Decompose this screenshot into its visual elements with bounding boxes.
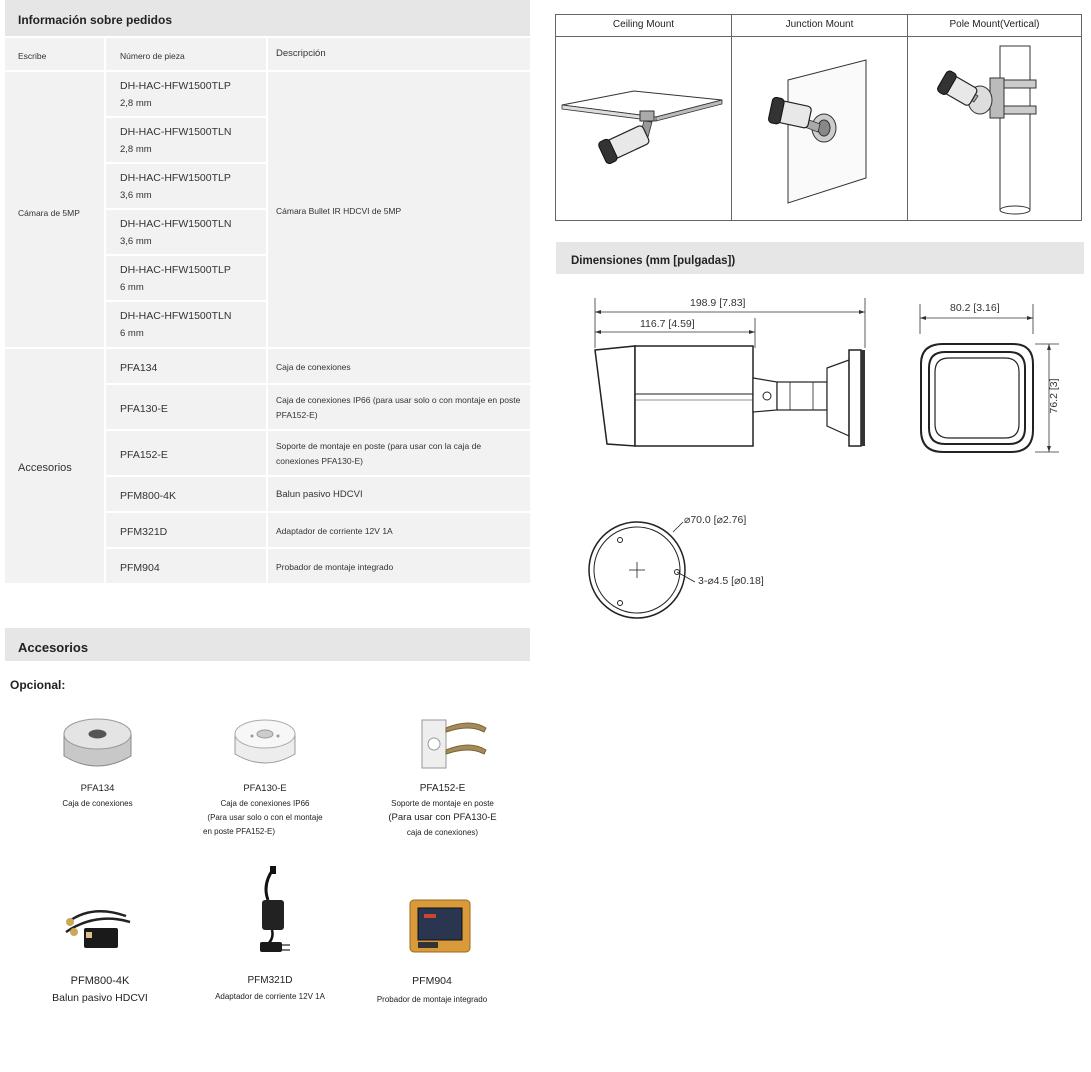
col-header-desc: Descripción <box>268 38 530 70</box>
accessory-line: caja de conexiones) <box>406 828 479 837</box>
accessory-name: PFM904 <box>412 975 452 987</box>
camera-part-row: DH-HAC-HFW1500TLN 2,8 mm <box>106 118 266 162</box>
mount-header-ceiling: Ceiling Mount <box>556 15 731 37</box>
camera-type-cell: Cámara de 5MP <box>5 72 104 347</box>
ordering-title: Información sobre pedidos <box>18 13 173 27</box>
accessory-name: PFM800-4K <box>70 975 130 987</box>
camera-part-row: DH-HAC-HFW1500TLN 3,6 mm <box>106 210 266 254</box>
accessory-part-cell: PFM321D <box>106 513 266 547</box>
accessory-desc-cell: Soporte de montaje en poste (para usar con la caja de conexiones PFA130-E) <box>268 431 530 475</box>
accessory-line: (Para usar solo o con el montaje <box>207 813 323 822</box>
pole-mount-illustration <box>908 38 1081 220</box>
accessory-line: Adaptador de corriente 12V 1A <box>215 992 325 1001</box>
pfa152e-pole-mount-image <box>414 714 490 772</box>
accessory-line: Probador de montaje integrado <box>376 995 488 1004</box>
accessory-part-cell: PFM800-4K <box>106 477 266 511</box>
accessory-desc-cell: Caja de conexiones IP66 (para usar solo o con montaje en poste PFA152-E) <box>268 385 530 429</box>
dim-total-length: 198.9 [7.83] <box>690 297 746 309</box>
accessory-line: Caja de conexiones IP66 <box>220 799 310 808</box>
accessories-title: Accesorios <box>18 640 89 655</box>
dimensions-title: Dimensiones (mm [pulgadas]) <box>571 255 736 267</box>
accessory-part-cell: PFA152-E <box>106 431 266 475</box>
accessory-pfa152e <box>370 783 515 837</box>
col-header-type: Escribe <box>5 38 104 70</box>
side-view-drawing <box>585 290 885 455</box>
camera-part-row: DH-HAC-HFW1500TLN 6 mm <box>106 302 266 347</box>
accessory-line: (Para usar con PFA130-E <box>388 812 497 823</box>
pfa130e-junction-box-image <box>232 714 298 772</box>
camera-part-row: DH-HAC-HFW1500TLP 3,6 mm <box>106 164 266 208</box>
accessory-pfa134 <box>40 783 155 808</box>
pfm800-balun-image <box>62 902 137 952</box>
accessory-pfm904 <box>362 975 502 1004</box>
accessory-line: Caja de conexiones <box>62 799 133 808</box>
accessory-pfm321d <box>195 975 345 1001</box>
ordering-header <box>5 0 530 36</box>
accessory-line: en poste PFA152-E) <box>203 827 276 836</box>
mount-header-junction: Junction Mount <box>732 15 907 37</box>
accessory-name: PFM321D <box>247 975 293 986</box>
accessory-desc-cell: Caja de conexiones <box>268 349 530 383</box>
col-header-part: Número de pieza <box>106 38 266 70</box>
dimensions-header <box>556 242 1084 274</box>
accessory-desc-cell: Adaptador de corriente 12V 1A <box>268 513 530 547</box>
accessory-part-cell: PFM904 <box>106 549 266 583</box>
accessories-type-cell: Accesorios <box>5 349 104 583</box>
dim-front-width: 80.2 [3.16] <box>950 302 1000 314</box>
ceiling-mount-illustration <box>556 38 731 220</box>
accessory-name: PFA134 <box>80 783 115 794</box>
pfa134-junction-box-image <box>60 712 135 774</box>
accessory-pfm800 <box>30 975 170 1004</box>
pfm904-tester-image <box>408 898 472 954</box>
dim-base-diameter: ⌀70.0 [⌀2.76] <box>684 514 747 526</box>
dim-front-height: 76.2 [3] <box>1048 378 1060 414</box>
mount-header-pole: Pole Mount(Vertical) <box>908 15 1081 37</box>
dim-holes: 3-⌀4.5 [⌀0.18] <box>698 575 764 587</box>
accessory-part-cell: PFA134 <box>106 349 266 383</box>
mounts-table <box>555 14 1082 221</box>
accessories-header <box>5 628 530 661</box>
camera-part-row: DH-HAC-HFW1500TLP 6 mm <box>106 256 266 300</box>
optional-label: Opcional: <box>10 678 66 692</box>
camera-desc-cell: Cámara Bullet IR HDCVI de 5MP <box>268 72 530 347</box>
front-view-drawing <box>915 300 1065 460</box>
accessory-desc-cell: Balun pasivo HDCVI <box>268 477 530 511</box>
accessory-desc-cell: Probador de montaje integrado <box>268 549 530 583</box>
dim-body-length: 116.7 [4.59] <box>640 318 695 330</box>
accessory-line: Balun pasivo HDCVI <box>52 992 148 1004</box>
junction-mount-illustration <box>732 38 907 220</box>
accessory-name: PFA152-E <box>419 783 466 794</box>
accessory-pfa130e <box>195 783 335 836</box>
base-view-drawing <box>585 510 695 625</box>
accessory-name: PFA130-E <box>243 783 287 794</box>
pfm321d-power-adapter-image <box>244 864 304 958</box>
camera-part-row: DH-HAC-HFW1500TLP 2,8 mm <box>106 72 266 116</box>
accessory-part-cell: PFA130-E <box>106 385 266 429</box>
accessory-line: Soporte de montaje en poste <box>391 799 494 808</box>
